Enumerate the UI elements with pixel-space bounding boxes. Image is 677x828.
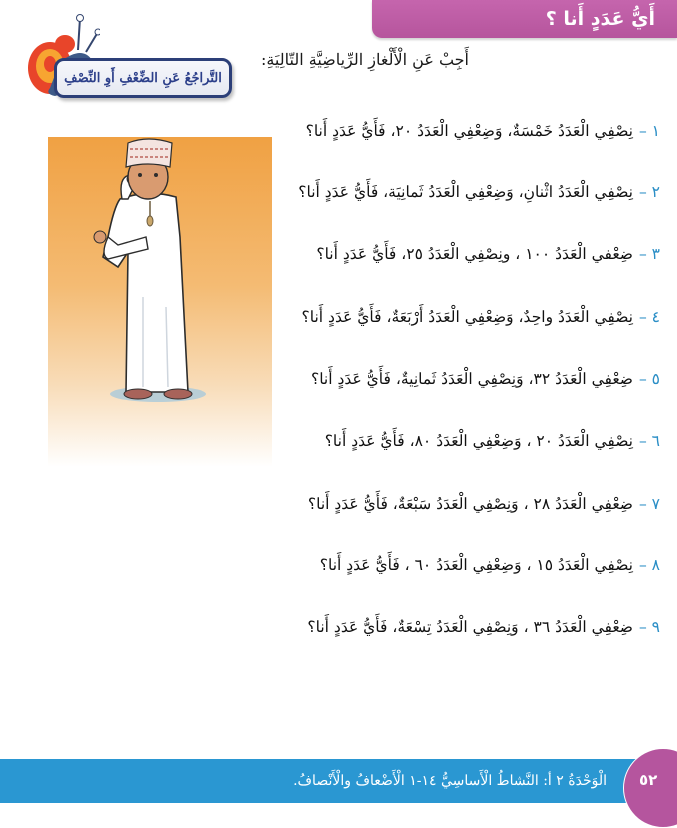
lesson-title: أَيُّ عَدَدٍ أَنا ؟ [545,8,655,30]
footer-bar [0,759,677,803]
question-item [325,432,660,450]
review-badge-label: التَّراجُعُ عَنِ الضِّعْفِ أَوِ النِّصْفِ [64,70,222,86]
question-text: نِصْفِي الْعَدَدُ خَمْسَةٌ، وَضِعْفِي الْعَدَدُ ٢٠، فَأَيُّ عَدَدٍ أَنا؟ [305,122,633,140]
question-item [306,122,660,140]
question-number: ١ – [638,122,660,140]
question-text: ضِعْفِي الْعَدَدُ ٣٦ ، وَنِصْفِي الْعَدَدُ تِسْعَةٌ، فَأَيُّ عَدَدٍ أَنا؟ [307,618,633,636]
question-item [302,308,660,326]
lesson-title-bar [372,0,677,38]
question-number: ٧ – [638,495,660,513]
question-number: ٤ – [638,308,660,326]
question-number: ٦ – [638,432,660,450]
question-text: ضِعْفي الْعَدَدُ ١٠٠ ، ونِصْفِي الْعَدَدُ ٢٥، فَأَيُّ عَدَدٍ أَنا؟ [316,245,633,263]
question-item [311,370,660,388]
footer-unit-text: الْوَحْدَةُ ٢ أ: النَّشاطُ الْأَساسِيُّ ١٤-١ الْأَضْعافُ والْأَنْصافُ. [293,773,607,789]
page-number: ٥٢ [639,771,658,789]
question-text: ضِعْفِي الْعَدَدُ ٣٢، وَنِصْفِي الْعَدَدُ ثَمانِيةٌ، فَأَيُّ عَدَدٍ أَنا؟ [310,370,633,388]
question-text: ضِعْفِي الْعَدَدُ ٢٨ ، وَنِصْفِي الْعَدَدُ سَبْعَةٌ، فَأَيُّ عَدَدٍ أَنا؟ [307,495,633,513]
question-number: ٢ – [638,183,660,201]
question-text: نِصْفِي الْعَدَدُ واحِدٌ، وَضِعْفِي الْعَدَدُ أَرْبَعَةٌ، فَأَيُّ عَدَدٍ أَنا؟ [301,308,633,326]
question-text: نِصْفِي الْعَدَدُ ١٥ ، وَضِعْفِي الْعَدَدُ ٦٠ ، فَأَيُّ عَدَدٍ أَنا؟ [319,556,633,574]
review-badge [0,0,240,110]
question-text: نِصْفِي الْعَدَدُ اثْنانِ، وَضِعْفِي الْعَدَدُ ثَمانِيَة، فَأَيُّ عَدَدٍ أَنا؟ [298,183,633,201]
review-badge-label-box [54,58,232,98]
question-item [298,183,660,201]
question-number: ٥ – [638,370,660,388]
question-text: نِصْفِي الْعَدَدُ ٢٠ ، وَضِعْفِي الْعَدَدُ ٨٠، فَأَيُّ عَدَدٍ أَنا؟ [324,432,633,450]
question-number: ٣ – [638,245,660,263]
question-number: ٩ – [638,618,660,636]
question-item [307,618,660,636]
boy-figure-icon [48,137,272,467]
instruction-text: أَجِبْ عَنِ الْأَلْغازِ الرِّياضِيَّةِ التّالِيَةِ: [260,50,469,69]
question-item [308,495,660,513]
question-number: ٨ – [638,556,660,574]
question-item [320,556,660,574]
thinking-boy-illustration [48,137,272,467]
question-item [316,245,660,263]
